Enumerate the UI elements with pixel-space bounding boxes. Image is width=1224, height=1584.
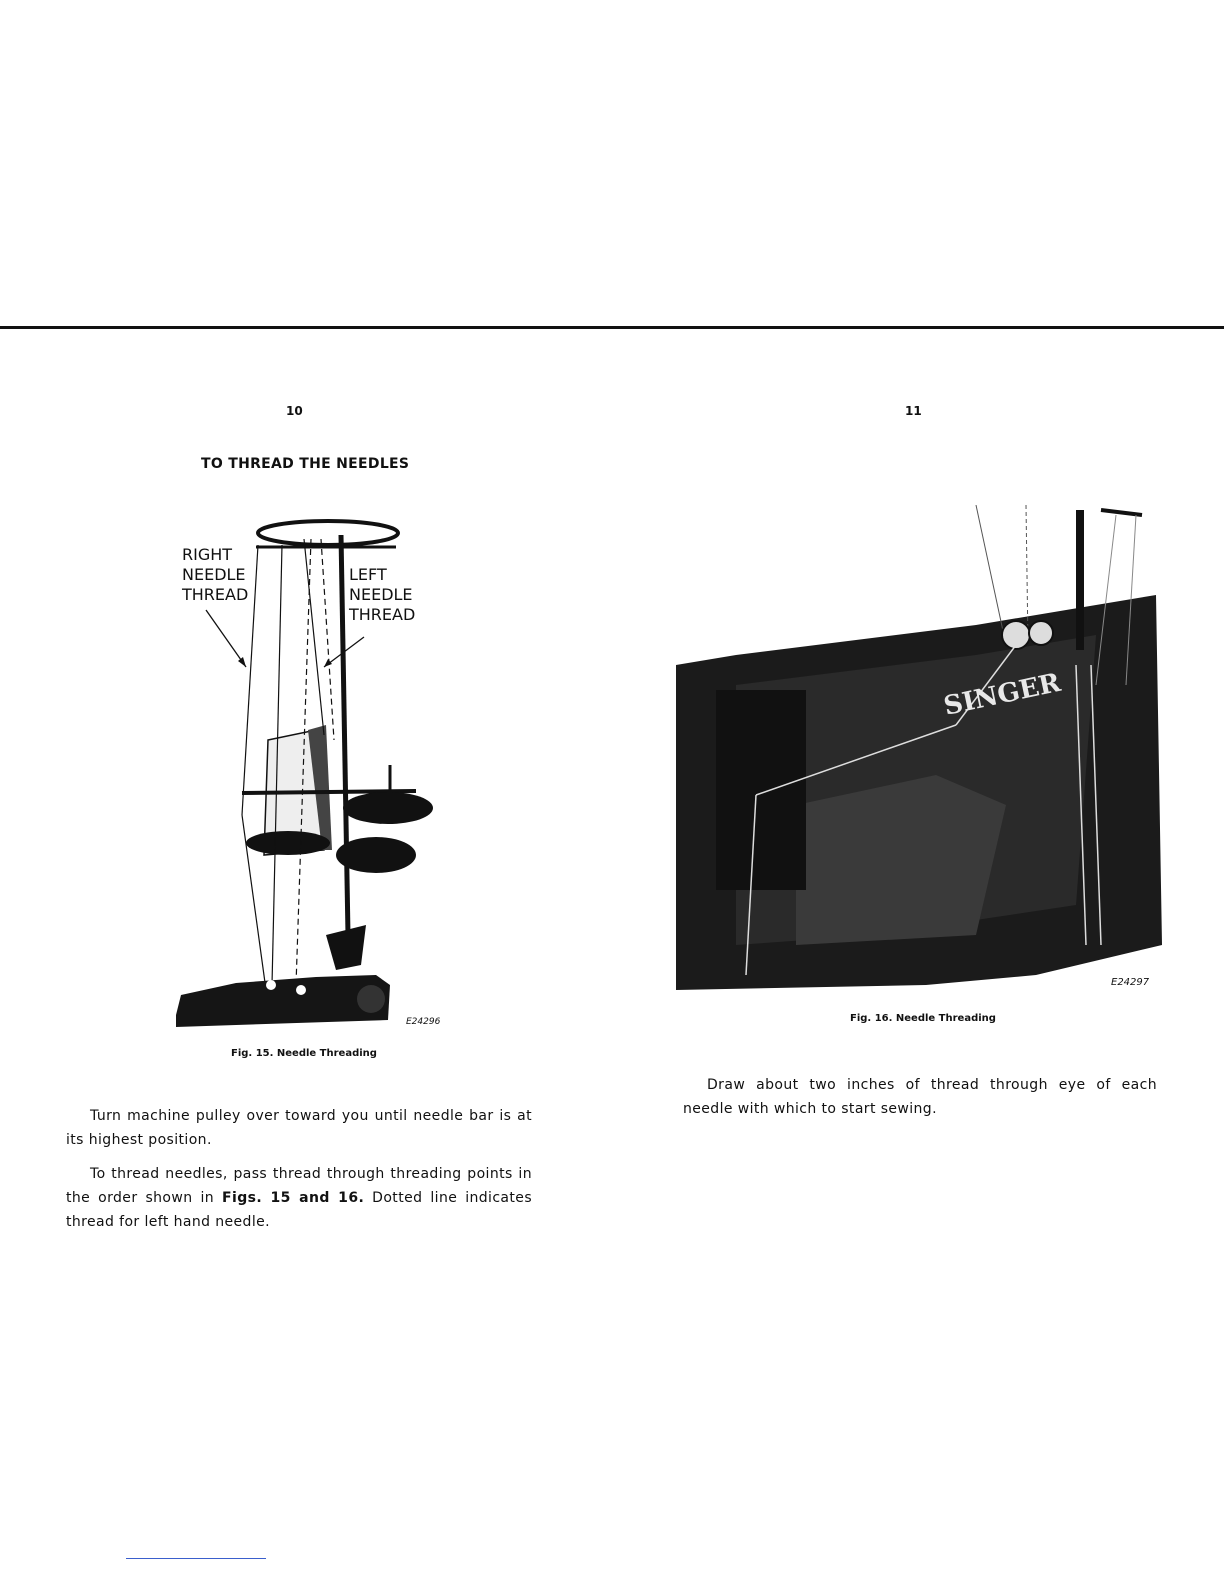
page-number-right: 11 [905,404,922,418]
figure-code-15: E24296 [406,1017,441,1027]
footer-link-underline [126,1558,266,1559]
top-divider-rule [0,326,1224,329]
paragraph-draw-thread: Draw about two inches of thread through eye of each needle with which to start sewing. [683,1077,1157,1117]
section-heading: TO THREAD THE NEEDLES [201,456,410,472]
singer-brand-logo: SINGER [941,667,1064,722]
fig15-caption: Fig. 15. Needle Threading [231,1048,377,1059]
figure-code-16: E24297 [1111,977,1150,988]
paragraph-thread-needles-text-2: Dotted line indicates thread for left hand needle. [66,1190,533,1230]
figure-reference: Figs. 15 and 16. [222,1190,365,1206]
paragraph-pulley: Turn machine pulley over toward you until needle bar is at its highest position. [66,1108,532,1148]
fig16-caption: Fig. 16. Needle Threading [850,1013,996,1024]
page-number-left: 10 [286,404,303,418]
stand-rod [341,535,348,935]
callout-right-needle-thread: RIGHT NEEDLE THREAD [182,545,249,604]
paragraph-thread-needles [66,1162,532,1234]
thread-guide-ring [258,521,398,545]
machine-bed [796,775,1006,945]
paragraph-thread-needles-text-1: To thread needles, pass thread through threading points in the order shown in [66,1166,532,1206]
callout-left-needle-thread: LEFT NEEDLE THREAD [349,565,416,624]
fig16-sewing-machine-photo [676,505,1162,995]
